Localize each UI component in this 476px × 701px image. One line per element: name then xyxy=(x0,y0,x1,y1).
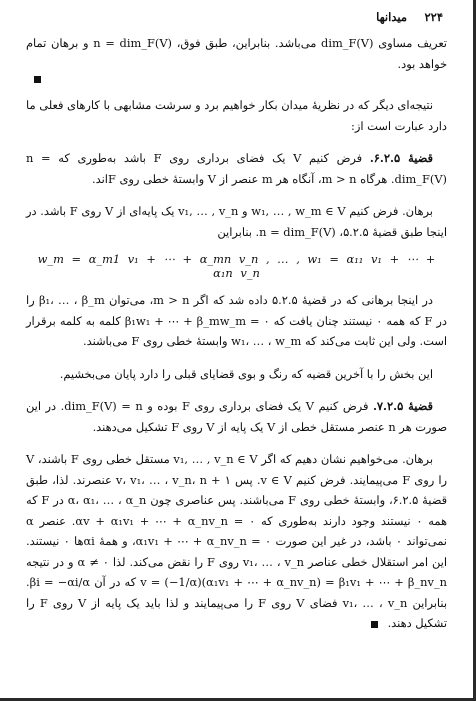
equation-linear-combinations: w_m = α_m1 v₁ + ⋯ + α_mn v_n , … , w₁ = α₁₁ v₁ + ⋯ + α₁n v_n xyxy=(37,252,436,280)
paragraph-proof-end: تعریف مساوی dim_F(V) می‌باشد. بنابراین، طبق فوق، n = dim_F(V) و برهان تمام خواهد بود. xyxy=(26,36,447,71)
proof-paragraph: برهان. فرض کنیم w₁, … , w_m ∈ V و v₁, … , v_n یک پایه‌ای از V روی F باشد. در اینجا طبق قضیهٔ ۵.۲.۵، n = dim_F(V). بنابراین xyxy=(26,204,447,239)
theorem-text: فرض کنیم V یک فضای برداری روی F باشد به‌طوری که n = dim_F(V). هرگاه m > n، آنگاه هر m عنصر از V وابستهٔ خطی روی F‌اند. xyxy=(26,151,447,186)
qed-mark xyxy=(34,76,41,83)
running-title: میدانها xyxy=(376,10,407,24)
proof-text: برهان. می‌خواهیم نشان دهیم که اگر v₁, … , v_n ∈ V مستقل خطی روی F باشند، V را روی F می‌پیمایند. فرض کنیم v ∈ V. پس v، v₁، … ، v_n، n + ۱ عنصرند. لذا، طبق قضیهٔ ۶.۲.۵، وابستهٔ خطی روی F می‌باشند. پس عناصری چون α، α₁، … ، α_n در F که همه ۰ نیستند وجود دارند به‌طوری که αv + α₁v₁ + ⋯ + α_nv_n = ۰. عنصر α نمی‌تواند ۰ باشد، در غیر این صورت α₁v₁ + ⋯ + α_nv_n = ۰، و همهٔ αiها ۰ نیستند. این امر استقلال خطی عناصر v₁، … ، v_n روی F را نقض می‌کند. لذا α ≠ ۰ و در نتیجه v = (−1/α)(α₁v₁ + ⋯ + α_nv_n) = β₁v₁ + ⋯ + β_nv_n که در آن βi = −αi/α. بنابراین v₁، … ، v_n فضای V روی F را می‌پیمایند و لذا باید یک پایه از V روی F را تشکیل دهند. xyxy=(26,452,448,630)
theorem-label: قضیهٔ ۶.۲.۵. xyxy=(369,151,433,165)
theorem-7-2-5 xyxy=(26,396,447,437)
page-body xyxy=(26,33,447,634)
proof-paragraph-final xyxy=(26,449,447,634)
page-number: ۲۲۴ xyxy=(424,10,443,24)
proof-paragraph-continued: در اینجا برهانی که در قضیهٔ ۵.۲.۵ داده شد که اگر m > n، می‌توان β₁، … ، β_m را در F که همه ۰ نیستند چنان یافت که β₁w₁ + ⋯ + β_mw_m = ۰ کلمه به کلمه برقرار است. ولی این ثابت می‌کند که w₁، … ، w_m وابستهٔ خطی روی F می‌باشند. xyxy=(26,293,448,348)
section-closing-sentence: این بخش را با آخرین قضیه که رنگ و بوی قضایای قبلی را دارد پایان می‌بخشیم. xyxy=(59,366,433,381)
paragraph-intro-theorem: نتیجه‌ای دیگر که در نظریهٔ میدان بکار خواهیم برد و سرشت مشابهی با کارهای فعلی ما دارد عبارت است از: xyxy=(26,98,447,133)
qed-mark xyxy=(371,621,378,628)
theorem-text: فرض کنیم V یک فضای برداری روی F بوده و dim_F(V) = n. در این صورت هر n عنصر مستقل خطی از V یک پایه از V روی F تشکیل می‌دهند. xyxy=(26,399,447,434)
page-header xyxy=(30,10,443,30)
theorem-6-2-5 xyxy=(26,148,447,189)
theorem-label: قضیهٔ ۷.۲.۵. xyxy=(372,399,433,413)
